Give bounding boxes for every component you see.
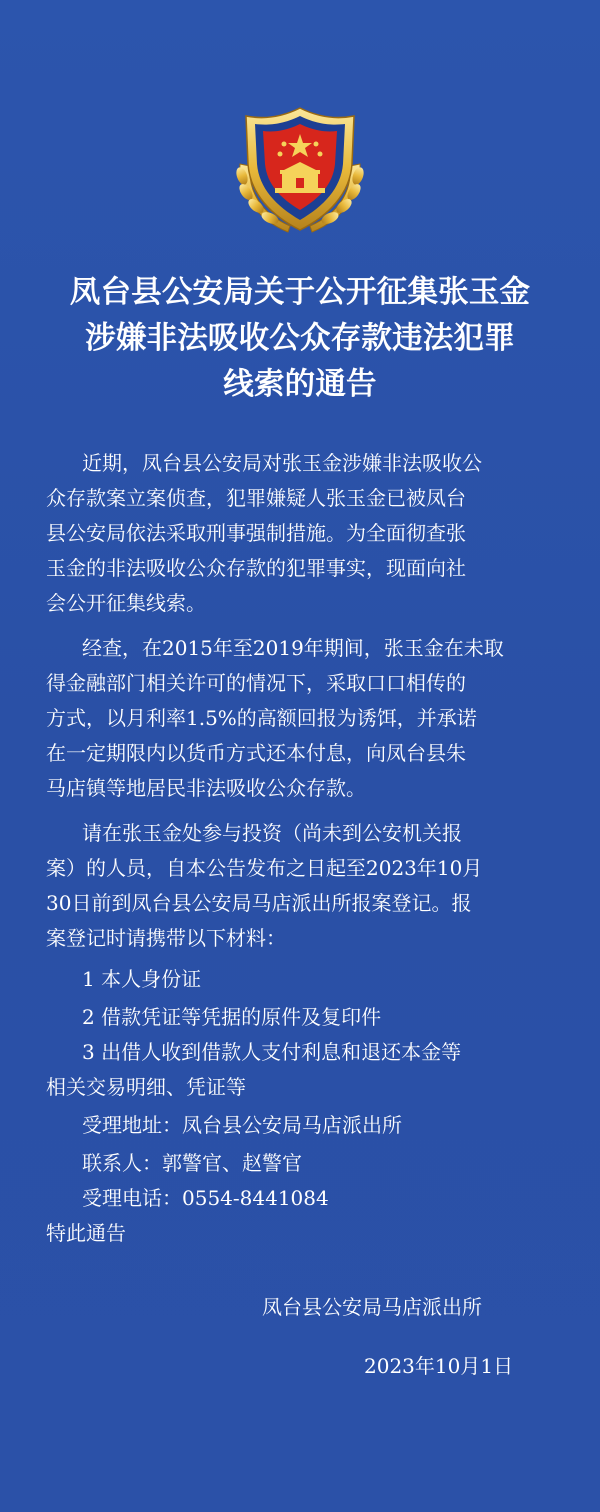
closing-statement: 特此通告 xyxy=(46,1221,126,1245)
paragraph-line: 在一定期限内以货币方式还本付息，向凤台县朱 xyxy=(46,741,466,765)
police-emblem-icon xyxy=(228,102,372,242)
contact-person: 联系人：郭警官、赵警官 xyxy=(82,1151,302,1175)
paragraph-findings xyxy=(46,631,566,806)
material-item xyxy=(46,960,566,998)
paragraph-line: 县公安局依法采取刑事强制措施。为全面彻查张 xyxy=(46,521,466,545)
paragraph-line: 经查，在2015年至2019年期间，张玉金在未取 xyxy=(82,636,504,660)
paragraph-intro xyxy=(46,446,566,621)
paragraph-line: 得金融部门相关许可的情况下，采取口口相传的 xyxy=(46,671,466,695)
paragraph-line: 会公开征集线索。 xyxy=(46,591,206,615)
paragraph-line: 案）的人员，自本公告发布之日起至2023年10月 xyxy=(46,856,483,880)
paragraph-line: 众存款案立案侦查，犯罪嫌疑人张玉金已被凤台 xyxy=(46,486,466,510)
material-number: 2 xyxy=(82,1005,95,1029)
paragraph-line: 近期，凤台县公安局对张玉金涉嫌非法吸收公 xyxy=(82,451,482,475)
title-line: 涉嫌非法吸收公众存款违法犯罪 xyxy=(85,321,515,356)
paragraph-line: 请在张玉金处参与投资（尚未到公安机关报 xyxy=(82,821,462,845)
contact-address: 受理地址：凤台县公安局马店派出所 xyxy=(82,1113,402,1137)
paragraph-line: 玉金的非法吸收公众存款的犯罪事实，现面向社 xyxy=(46,556,466,580)
material-text: 出借人收到借款人支付利息和退还本金等 xyxy=(101,1040,462,1064)
material-item-continuation: 相关交易明细、凭证等 xyxy=(46,1075,246,1099)
notice-title xyxy=(20,270,580,408)
contact-phone: 受理电话：0554-8441084 xyxy=(82,1186,329,1210)
title-line: 凤台县公安局关于公开征集张玉金 xyxy=(69,275,531,310)
material-text: 借款凭证等凭据的原件及复印件 xyxy=(101,1005,382,1029)
title-line: 线索的通告 xyxy=(223,367,377,402)
material-number: 1 xyxy=(82,967,95,991)
paragraph-line: 马店镇等地居民非法吸收公众存款。 xyxy=(46,776,366,800)
material-text: 本人身份证 xyxy=(101,967,202,991)
paragraph-line: 案登记时请携带以下材料： xyxy=(46,926,286,950)
issuer-signature: 凤台县公安局马店派出所 xyxy=(262,1295,482,1319)
paragraph-request xyxy=(46,816,566,956)
material-item xyxy=(46,998,566,1036)
material-item xyxy=(46,1036,566,1068)
issue-date: 2023年10月1日 xyxy=(364,1354,514,1378)
materials-list xyxy=(46,960,566,1252)
paragraph-line: 方式，以月利率1.5%的高额回报为诱饵，并承诺 xyxy=(46,706,477,730)
material-number: 3 xyxy=(82,1040,95,1064)
paragraph-line: 30日前到凤台县公安局马店派出所报案登记。报 xyxy=(46,891,472,915)
